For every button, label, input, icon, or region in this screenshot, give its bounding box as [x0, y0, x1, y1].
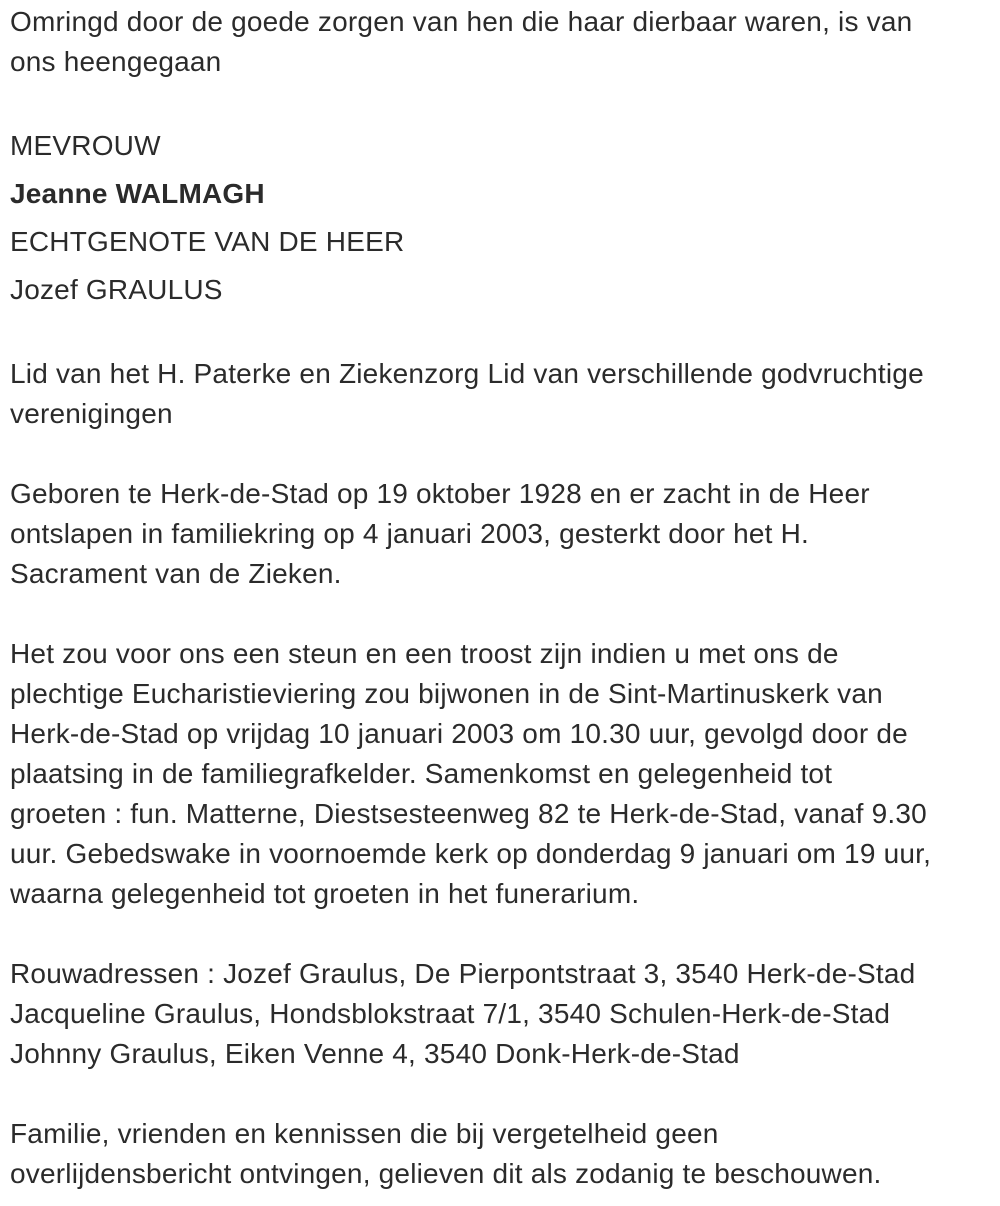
text-line: groeten : fun. Matterne, Diestsesteenweg 82 te Herk-de-Stad, vanaf 9.30 [10, 798, 927, 829]
text-line: overlijdensbericht ontvingen, gelieven dit als zodanig te beschouwen. [10, 1158, 882, 1189]
apology-notice-paragraph [10, 1114, 990, 1194]
text-line: plechtige Eucharistieviering zou bijwonen in de Sint-Martinuskerk van [10, 678, 883, 709]
text-line: Het zou voor ons een steun en een troost zijn indien u met ons de [10, 638, 839, 669]
text-line: ons heengegaan [10, 46, 222, 77]
deceased-name: Jeanne WALMAGH [10, 178, 265, 209]
service-details-paragraph [10, 634, 990, 914]
title-mevrouw: MEVROUW [10, 130, 161, 161]
spouse-title: ECHTGENOTE VAN DE HEER [10, 226, 405, 257]
deceased-header-block [10, 122, 990, 314]
text-line: Geboren te Herk-de-Stad op 19 oktober 1928 en er zacht in de Heer [10, 478, 870, 509]
mourning-addresses-paragraph [10, 954, 990, 1074]
mourning-address: Jacqueline Graulus, Hondsblokstraat 7/1, 3540 Schulen-Herk-de-Stad [10, 998, 891, 1029]
text-line: Omringd door de goede zorgen van hen die haar dierbaar waren, is van [10, 6, 913, 37]
text-line: plaatsing in de familiegrafkelder. Samenkomst en gelegenheid tot [10, 758, 833, 789]
memberships-paragraph [10, 354, 990, 434]
text-line: verenigingen [10, 398, 173, 429]
text-line: Sacrament van de Zieken. [10, 558, 342, 589]
text-line: waarna gelegenheid tot groeten in het funerarium. [10, 878, 640, 909]
mourning-address: Rouwadressen : Jozef Graulus, De Pierpontstraat 3, 3540 Herk-de-Stad [10, 958, 916, 989]
text-line: ontslapen in familiekring op 4 januari 2003, gesterkt door het H. [10, 518, 810, 549]
intro-paragraph [10, 2, 990, 82]
text-line: uur. Gebedswake in voornoemde kerk op donderdag 9 januari om 19 uur, [10, 838, 932, 869]
text-line: Lid van het H. Paterke en Ziekenzorg Lid van verschillende godvruchtige [10, 358, 924, 389]
spouse-name: Jozef GRAULUS [10, 274, 223, 305]
birth-death-paragraph [10, 474, 990, 594]
mourning-address: Johnny Graulus, Eiken Venne 4, 3540 Donk-Herk-de-Stad [10, 1038, 740, 1069]
text-line: Familie, vrienden en kennissen die bij vergetelheid geen [10, 1118, 719, 1149]
text-line: Herk-de-Stad op vrijdag 10 januari 2003 om 10.30 uur, gevolgd door de [10, 718, 908, 749]
